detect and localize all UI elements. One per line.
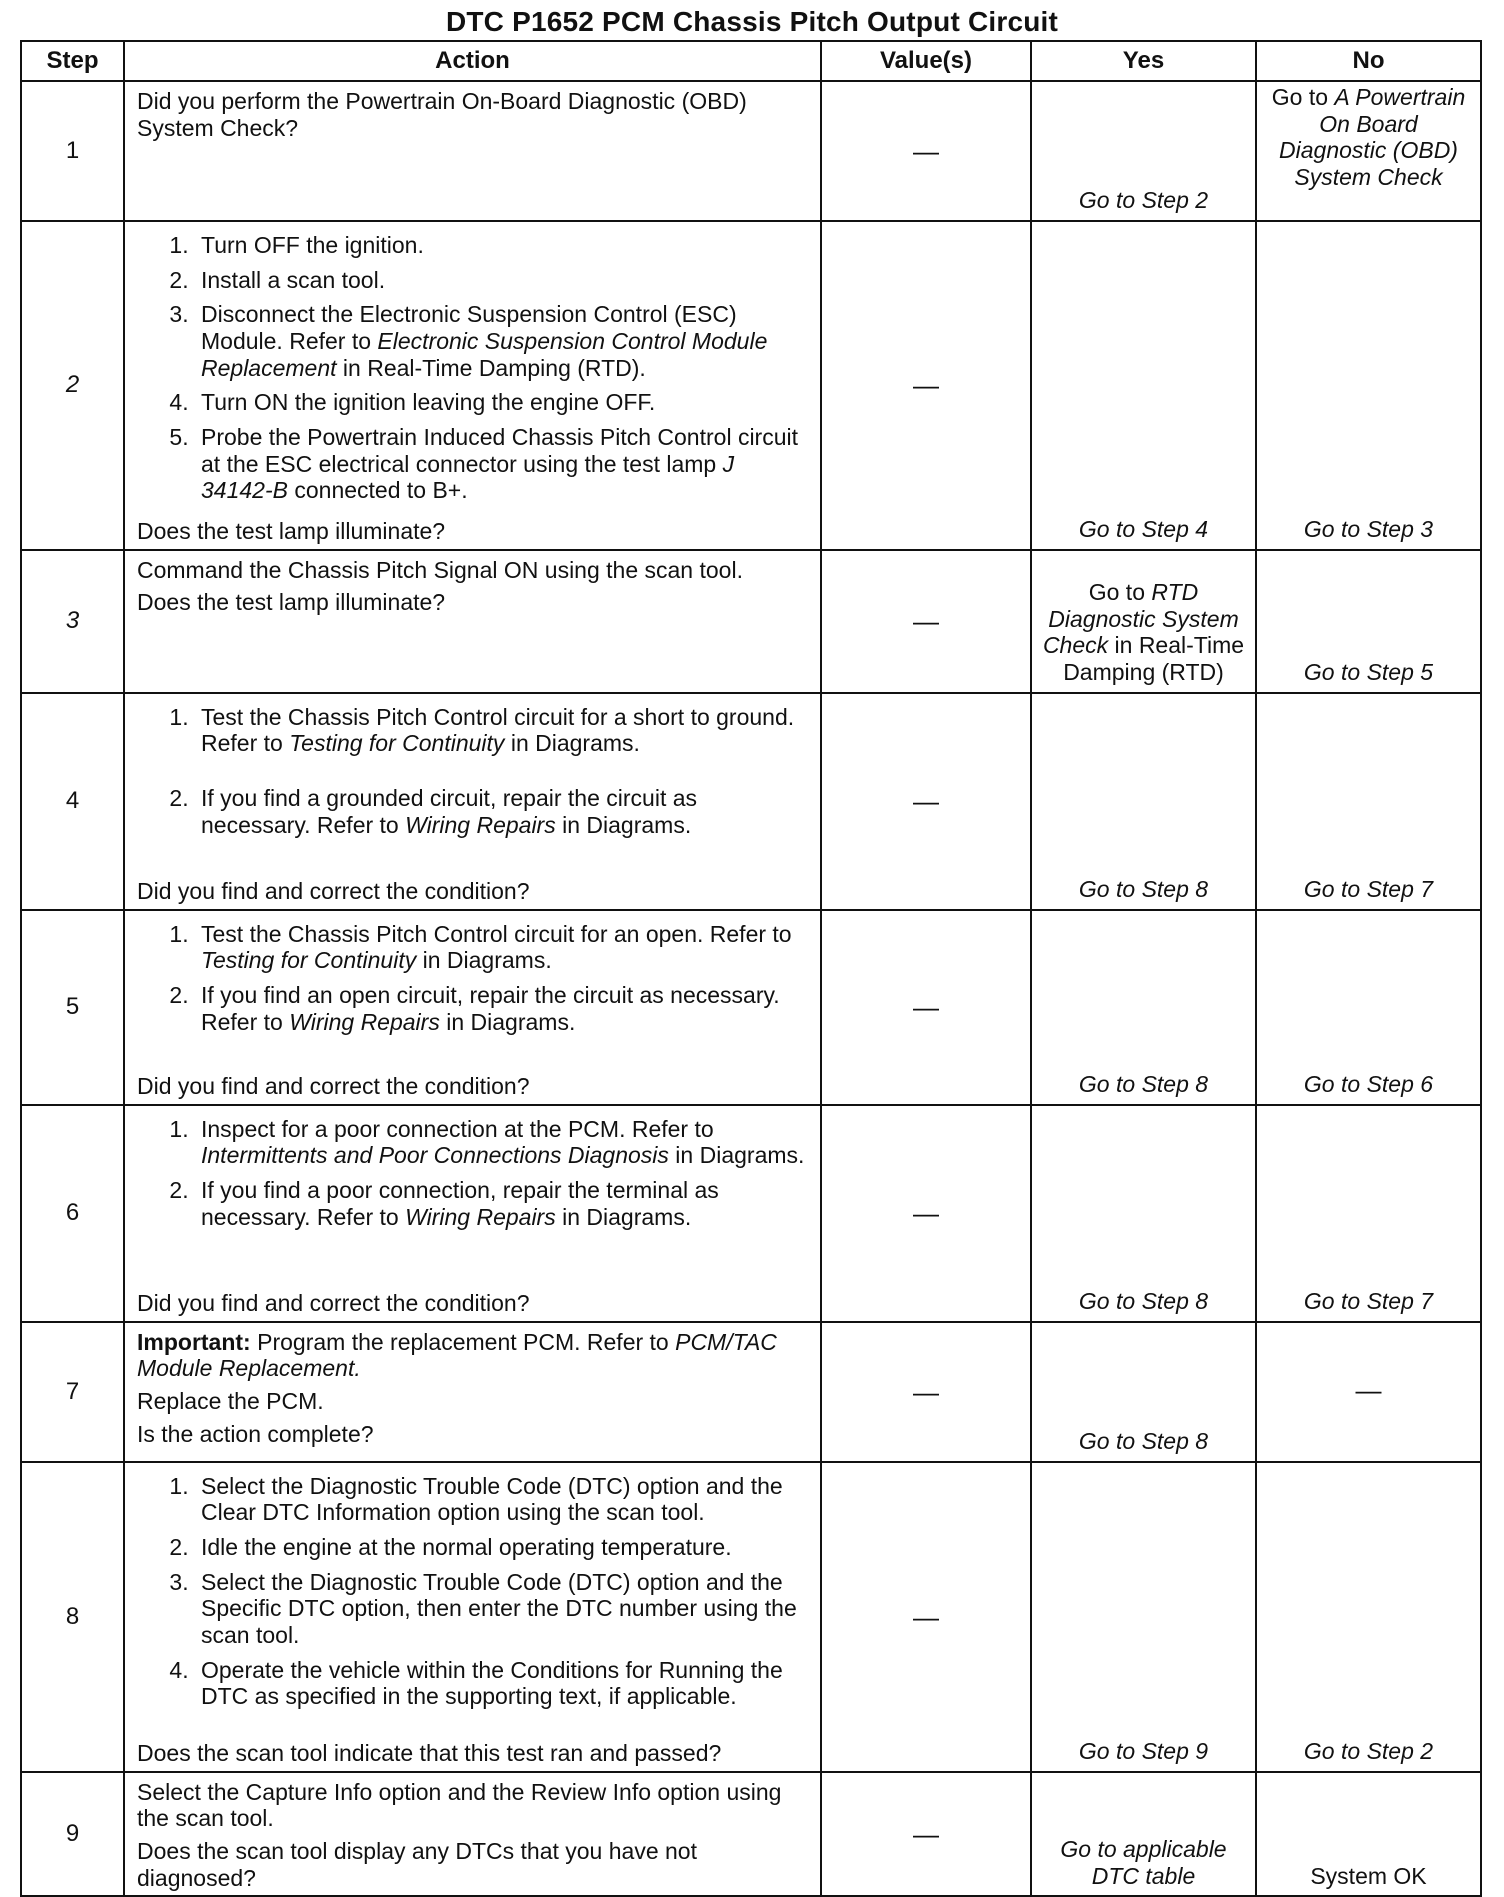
action-cell	[124, 81, 821, 221]
no-prefix: Go to	[1271, 84, 1335, 110]
procedure-item: 4. Turn ON the ignition leaving the engine OFF.	[195, 389, 810, 416]
header-step: Step	[21, 41, 124, 81]
obd-system-check-link[interactable]: A Powertrain On Board Diagnostic (OBD) System Check	[1279, 84, 1466, 191]
no-cell: Go to Step 7	[1256, 693, 1481, 910]
procedure-item: 3. Disconnect the Electronic Suspension Control (ESC) Module. Refer to Electronic Suspension Control Module Replacement in Real-Time Damping (RTD).	[195, 301, 810, 381]
procedure-item: 1. Test the Chassis Pitch Control circuit for a short to ground. Refer to Testing for Continuity in Diagrams.	[195, 704, 810, 757]
wiring-repairs-link[interactable]: Wiring Repairs	[289, 1008, 440, 1035]
step-number: 5	[21, 910, 124, 1105]
step-number: 7	[21, 1322, 124, 1462]
action-cell	[124, 221, 821, 550]
step-number: 8	[21, 1462, 124, 1772]
value-cell: —	[821, 1322, 1031, 1462]
table-row	[21, 1105, 1481, 1322]
action-cell	[124, 693, 821, 910]
yes-cell: Go to Step 2	[1031, 81, 1256, 221]
action-cell	[124, 910, 821, 1105]
value-cell: —	[821, 1105, 1031, 1322]
procedure-item: 1. Select the Diagnostic Trouble Code (DTC) option and the Clear DTC Information option using the scan tool.	[195, 1473, 810, 1526]
page-title: DTC P1652 PCM Chassis Pitch Output Circuit	[445, 6, 1059, 37]
yes-cell: Go to Step 8	[1031, 910, 1256, 1105]
table-row	[21, 221, 1481, 550]
yes-cell: Go to Step 8	[1031, 1105, 1256, 1322]
table-row	[21, 1322, 1481, 1462]
procedure-item: 4. Operate the vehicle within the Conditions for Running the DTC as specified in the supporting text, if applicable.	[195, 1657, 810, 1710]
value-cell: —	[821, 910, 1031, 1105]
procedure-item: 2. If you find an open circuit, repair the circuit as necessary. Refer to Wiring Repairs in Diagrams.	[195, 982, 810, 1035]
header-values: Value(s)	[821, 41, 1031, 81]
testing-continuity-link[interactable]: Testing for Continuity	[289, 730, 505, 757]
procedure-item: 1. Inspect for a poor connection at the PCM. Refer to Intermittents and Poor Connections Diagnosis in Diagrams.	[195, 1116, 810, 1169]
procedure-item: 3. Select the Diagnostic Trouble Code (DTC) option and the Specific DTC option, then enter the DTC number using the scan tool.	[195, 1569, 810, 1649]
yes-cell: Go to RTD Diagnostic System Check in Real-Time Damping (RTD)	[1031, 550, 1256, 693]
action-cell	[124, 1322, 821, 1462]
step-number: 1	[21, 81, 124, 221]
procedure-list	[137, 704, 810, 847]
table-row	[21, 693, 1481, 910]
procedure-item: 5. Probe the Powertrain Induced Chassis Pitch Control circuit at the ESC electrical connector using the test lamp J 34142-B connected to B+.	[195, 424, 810, 504]
procedure-item: 1. Turn OFF the ignition.	[195, 232, 810, 259]
value-cell: —	[821, 221, 1031, 550]
procedure-item: 1. Test the Chassis Pitch Control circuit for an open. Refer to Testing for Continuity in Diagrams.	[195, 921, 810, 974]
step-number: 3	[21, 550, 124, 693]
value-cell: —	[821, 550, 1031, 693]
no-cell	[1256, 81, 1481, 221]
procedure-item: 2. Idle the engine at the normal operating temperature.	[195, 1534, 810, 1561]
instruction-text: Replace the PCM.	[137, 1388, 324, 1415]
wiring-repairs-link[interactable]: Wiring Repairs	[405, 811, 556, 838]
header-yes: Yes	[1031, 41, 1256, 81]
intermittents-diagnosis-link[interactable]: Intermittents and Poor Connections Diagnosis	[201, 1142, 669, 1169]
no-cell: Go to Step 5	[1256, 550, 1481, 693]
no-cell: Go to Step 7	[1256, 1105, 1481, 1322]
table-row	[21, 81, 1481, 221]
procedure-item: 2. Install a scan tool.	[195, 267, 810, 294]
step-number: 6	[21, 1105, 124, 1322]
question-text: Does the test lamp illuminate?	[137, 589, 446, 616]
procedure-list	[137, 1473, 810, 1718]
no-cell: —	[1256, 1322, 1481, 1462]
instruction-text: Command the Chassis Pitch Signal ON using the scan tool.	[137, 556, 743, 583]
esc-module-replacement-link[interactable]: Electronic Suspension Control Module Replacement	[201, 328, 768, 381]
action-cell	[124, 1105, 821, 1322]
yes-cell: Go to Step 9	[1031, 1462, 1256, 1772]
value-cell: —	[821, 1462, 1031, 1772]
value-cell: —	[821, 693, 1031, 910]
test-lamp-tool-ref: J 34142-B	[201, 450, 735, 504]
testing-continuity-link[interactable]: Testing for Continuity	[201, 947, 417, 974]
important-note: Important: Program the replacement PCM. Refer to PCM/TAC Module Replacement.	[137, 1328, 777, 1382]
step-number: 2	[21, 221, 124, 550]
question-text: Did you find and correct the condition?	[137, 878, 530, 905]
action-cell	[124, 1772, 821, 1897]
header-no: No	[1256, 41, 1481, 81]
value-cell: —	[821, 1772, 1031, 1897]
procedure-list	[137, 232, 810, 512]
table-row	[21, 910, 1481, 1105]
question-text: Did you find and correct the condition?	[137, 1290, 530, 1317]
question-text: Does the scan tool indicate that this test ran and passed?	[137, 1740, 722, 1767]
table-row	[21, 550, 1481, 693]
yes-cell: Go to Step 4	[1031, 221, 1256, 550]
procedure-list	[137, 921, 810, 1044]
action-cell	[124, 550, 821, 693]
rtd-system-check-link[interactable]: RTD Diagnostic System Check	[1042, 579, 1239, 659]
no-cell: Go to Step 3	[1256, 221, 1481, 550]
header-action: Action	[124, 41, 821, 81]
question-text: Is the action complete?	[137, 1420, 374, 1447]
dtc-table-link[interactable]: Go to applicable DTC table	[1031, 1772, 1256, 1897]
step-number: 9	[21, 1772, 124, 1897]
step-number: 4	[21, 693, 124, 910]
value-cell: —	[821, 81, 1031, 221]
yes-cell: Go to Step 8	[1031, 1322, 1256, 1462]
instruction-text: Select the Capture Info option and the Review Info option using the scan tool.	[137, 1778, 782, 1832]
table-row	[21, 1772, 1481, 1897]
no-cell: Go to Step 6	[1256, 910, 1481, 1105]
wiring-repairs-link[interactable]: Wiring Repairs	[405, 1203, 556, 1230]
action-cell	[124, 1462, 821, 1772]
no-cell: Go to Step 2	[1256, 1462, 1481, 1772]
procedure-list	[137, 1116, 810, 1239]
pcm-tac-replacement-link[interactable]: PCM/TAC Module Replacement.	[137, 1328, 777, 1382]
question-text: Did you perform the Powertrain On-Board Diagnostic (OBD) System Check?	[137, 88, 747, 141]
question-text: Does the test lamp illuminate?	[137, 518, 446, 545]
procedure-item: 2. If you find a poor connection, repair the terminal as necessary. Refer to Wiring Repairs in Diagrams.	[195, 1177, 810, 1230]
table-row	[21, 1462, 1481, 1772]
question-text: Does the scan tool display any DTCs that you have not diagnosed?	[137, 1838, 697, 1891]
diagnostic-table	[20, 40, 1482, 1897]
header-row	[21, 41, 1481, 81]
no-cell: System OK	[1256, 1772, 1481, 1897]
yes-cell: Go to Step 8	[1031, 693, 1256, 910]
question-text: Did you find and correct the condition?	[137, 1073, 530, 1100]
procedure-item: 2. If you find a grounded circuit, repair the circuit as necessary. Refer to Wiring Repairs in Diagrams.	[195, 785, 810, 838]
